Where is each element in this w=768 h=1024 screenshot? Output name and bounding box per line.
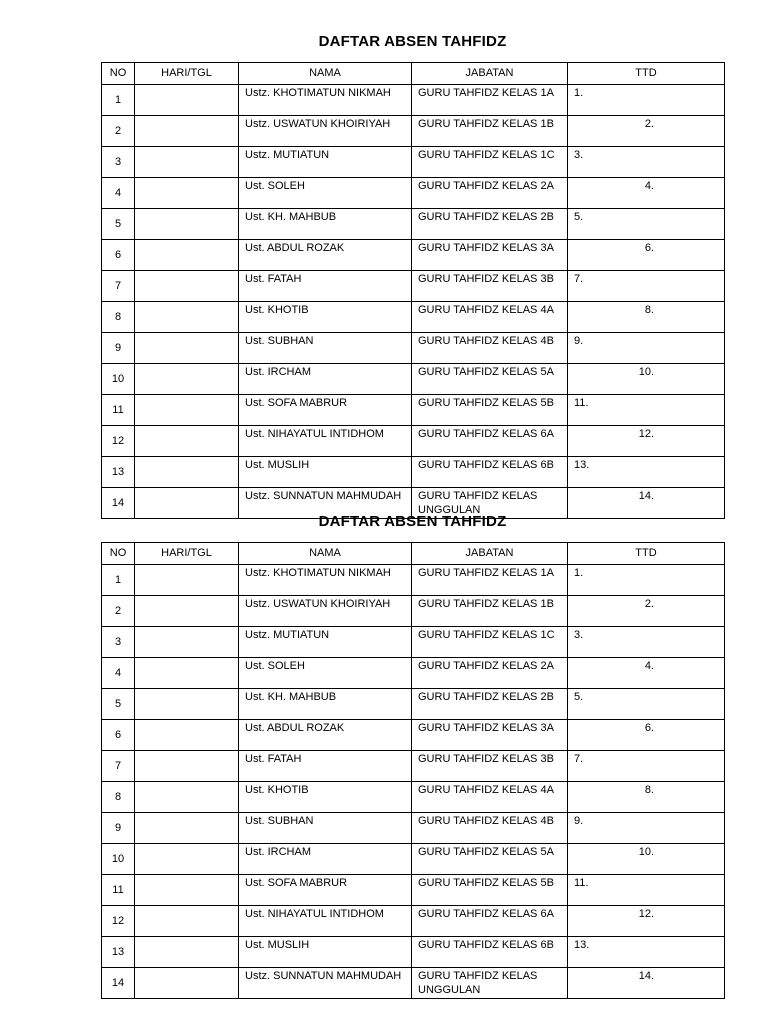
hari-tgl-cell[interactable] [135,565,239,596]
page-title: DAFTAR ABSEN TAHFIDZ [318,33,507,50]
signature-number: 9. [574,335,584,347]
hari-tgl-cell[interactable] [135,813,239,844]
nama-cell: Ustz. SUNNATUN MAHMUDAH [239,968,412,999]
signature-cell[interactable] [568,782,725,813]
table-row [102,147,725,178]
jabatan-cell: GURU TAHFIDZ KELAS 6A [412,906,568,937]
attendance-table [101,542,725,999]
jabatan-cell: GURU TAHFIDZ KELAS 2A [412,658,568,689]
jabatan-cell: GURU TAHFIDZ KELAS 1C [412,147,568,178]
table-body [102,565,725,999]
jabatan-cell: GURU TAHFIDZ KELAS UNGGULAN [412,968,568,999]
nama-cell: Ust. MUSLIH [239,457,412,488]
nama-cell: Ust. KH. MAHBUB [239,209,412,240]
jabatan-cell: GURU TAHFIDZ KELAS 3A [412,720,568,751]
jabatan-cell: GURU TAHFIDZ KELAS 1A [412,85,568,116]
row-number: 9 [102,333,135,364]
signature-cell[interactable] [568,302,725,333]
signature-number: 14. [638,490,654,502]
jabatan-cell: GURU TAHFIDZ KELAS 2B [412,209,568,240]
signature-number: 14. [638,970,654,982]
nama-cell: Ust. IRCHAM [239,844,412,875]
signature-number: 11. [574,877,589,889]
signature-number: 12. [638,908,654,920]
signature-number: 10. [638,366,654,378]
row-number: 2 [102,116,135,147]
row-number: 6 [102,240,135,271]
table-row [102,689,725,720]
nama-cell: Ustz. SUNNATUN MAHMUDAH [239,488,412,519]
signature-number: 6. [644,242,654,254]
signature-cell[interactable] [568,333,725,364]
nama-cell: Ust. FATAH [239,271,412,302]
signature-number: 13. [574,459,590,471]
attendance-section-2 [101,510,724,999]
signature-cell[interactable] [568,689,725,720]
signature-cell[interactable] [568,85,725,116]
signature-cell[interactable] [568,658,725,689]
jabatan-cell: GURU TAHFIDZ KELAS 6B [412,937,568,968]
signature-cell[interactable] [568,875,725,906]
hari-tgl-cell[interactable] [135,875,239,906]
jabatan-cell: GURU TAHFIDZ KELAS 5B [412,875,568,906]
nama-cell: Ust. KHOTIB [239,302,412,333]
row-number: 9 [102,813,135,844]
jabatan-cell: GURU TAHFIDZ KELAS 4B [412,333,568,364]
jabatan-cell: GURU TAHFIDZ KELAS 1C [412,627,568,658]
signature-number: 2. [644,118,654,130]
table-row [102,844,725,875]
signature-cell[interactable] [568,271,725,302]
jabatan-cell: GURU TAHFIDZ KELAS 3B [412,271,568,302]
signature-cell[interactable] [568,395,725,426]
nama-cell: Ust. KHOTIB [239,782,412,813]
table-row [102,596,725,627]
row-number: 3 [102,627,135,658]
row-number: 4 [102,178,135,209]
table-row [102,395,725,426]
jabatan-cell: GURU TAHFIDZ KELAS 1B [412,596,568,627]
nama-cell: Ustz. USWATUN KHOIRIYAH [239,116,412,147]
header-no: NO [102,543,135,565]
signature-cell[interactable] [568,751,725,782]
nama-cell: Ust. SOLEH [239,178,412,209]
signature-number: 5. [574,691,584,703]
nama-cell: Ust. NIHAYATUL INTIDHOM [239,426,412,457]
signature-cell[interactable] [568,457,725,488]
table-row [102,240,725,271]
jabatan-cell: GURU TAHFIDZ KELAS 6A [412,426,568,457]
hari-tgl-cell[interactable] [135,302,239,333]
hari-tgl-cell[interactable] [135,689,239,720]
table-row [102,178,725,209]
signature-cell[interactable] [568,968,725,999]
row-number: 5 [102,689,135,720]
nama-cell: Ustz. KHOTIMATUN NIKMAH [239,565,412,596]
hari-tgl-cell[interactable] [135,937,239,968]
signature-cell[interactable] [568,844,725,875]
nama-cell: Ustz. MUTIATUN [239,147,412,178]
table-row [102,116,725,147]
jabatan-cell: GURU TAHFIDZ KELAS 4A [412,782,568,813]
table-row [102,937,725,968]
row-number: 6 [102,720,135,751]
nama-cell: Ust. NIHAYATUL INTIDHOM [239,906,412,937]
table-row [102,782,725,813]
hari-tgl-cell[interactable] [135,364,239,395]
hari-tgl-cell[interactable] [135,751,239,782]
row-number: 14 [102,968,135,999]
row-number: 5 [102,209,135,240]
row-number: 12 [102,906,135,937]
row-number: 11 [102,395,135,426]
signature-number: 4. [644,660,654,672]
table-row [102,627,725,658]
jabatan-cell: GURU TAHFIDZ KELAS 5A [412,364,568,395]
signature-number: 11. [574,397,589,409]
row-number: 8 [102,302,135,333]
header-jabatan: JABATAN [412,63,568,85]
nama-cell: Ustz. MUTIATUN [239,627,412,658]
signature-number: 1. [574,87,584,99]
nama-cell: Ust. SOFA MABRUR [239,875,412,906]
signature-cell[interactable] [568,627,725,658]
table-row [102,333,725,364]
table-row [102,751,725,782]
signature-number: 3. [574,149,584,161]
signature-cell[interactable] [568,426,725,457]
nama-cell: Ust. SOFA MABRUR [239,395,412,426]
jabatan-cell: GURU TAHFIDZ KELAS 3B [412,751,568,782]
hari-tgl-cell[interactable] [135,240,239,271]
table-row [102,813,725,844]
table-row [102,565,725,596]
header-jabatan: JABATAN [412,543,568,565]
signature-number: 9. [574,815,584,827]
nama-cell: Ust. ABDUL ROZAK [239,720,412,751]
table-row [102,457,725,488]
signature-cell[interactable] [568,364,725,395]
signature-cell[interactable] [568,240,725,271]
table-header-row [102,63,725,85]
table-row [102,426,725,457]
signature-number: 8. [644,304,654,316]
attendance-table [101,62,725,519]
row-number: 8 [102,782,135,813]
jabatan-cell: GURU TAHFIDZ KELAS 6B [412,457,568,488]
signature-number: 7. [574,753,584,765]
row-number: 3 [102,147,135,178]
hari-tgl-cell[interactable] [135,333,239,364]
header-ttd: TTD [568,543,725,565]
row-number: 11 [102,875,135,906]
signature-number: 8. [644,784,654,796]
table-row [102,271,725,302]
hari-tgl-cell[interactable] [135,844,239,875]
signature-cell[interactable] [568,178,725,209]
jabatan-cell: GURU TAHFIDZ KELAS 4A [412,302,568,333]
hari-tgl-cell[interactable] [135,147,239,178]
row-number: 13 [102,457,135,488]
signature-number: 12. [638,428,654,440]
jabatan-cell: GURU TAHFIDZ KELAS 1A [412,565,568,596]
table-row [102,875,725,906]
table-row [102,209,725,240]
hari-tgl-cell[interactable] [135,271,239,302]
hari-tgl-cell[interactable] [135,596,239,627]
hari-tgl-cell[interactable] [135,426,239,457]
nama-cell: Ust. IRCHAM [239,364,412,395]
table-row [102,85,725,116]
header-hari-tgl: HARI/TGL [135,63,239,85]
table-row [102,302,725,333]
header-hari-tgl: HARI/TGL [135,543,239,565]
hari-tgl-cell[interactable] [135,906,239,937]
jabatan-cell: GURU TAHFIDZ KELAS 2B [412,689,568,720]
nama-cell: Ust. MUSLIH [239,937,412,968]
signature-cell[interactable] [568,906,725,937]
hari-tgl-cell[interactable] [135,658,239,689]
nama-cell: Ust. FATAH [239,751,412,782]
table-body [102,85,725,519]
row-number: 7 [102,271,135,302]
header-ttd: TTD [568,63,725,85]
signature-number: 5. [574,211,584,223]
row-number: 7 [102,751,135,782]
signature-number: 7. [574,273,584,285]
row-number: 2 [102,596,135,627]
table-row [102,658,725,689]
jabatan-cell: GURU TAHFIDZ KELAS 4B [412,813,568,844]
nama-cell: Ustz. USWATUN KHOIRIYAH [239,596,412,627]
signature-number: 2. [644,598,654,610]
nama-cell: Ust. SUBHAN [239,813,412,844]
table-row [102,720,725,751]
hari-tgl-cell[interactable] [135,209,239,240]
header-no: NO [102,63,135,85]
hari-tgl-cell[interactable] [135,782,239,813]
nama-cell: Ust. ABDUL ROZAK [239,240,412,271]
hari-tgl-cell[interactable] [135,968,239,999]
signature-cell[interactable] [568,116,725,147]
signature-number: 4. [644,180,654,192]
jabatan-cell: GURU TAHFIDZ KELAS 5B [412,395,568,426]
jabatan-cell: GURU TAHFIDZ KELAS 5A [412,844,568,875]
signature-number: 13. [574,939,590,951]
signature-number: 3. [574,629,584,641]
hari-tgl-cell[interactable] [135,395,239,426]
row-number: 12 [102,426,135,457]
signature-number: 1. [574,567,584,579]
header-nama: NAMA [239,543,412,565]
signature-number: 10. [638,846,654,858]
row-number: 10 [102,364,135,395]
hari-tgl-cell[interactable] [135,457,239,488]
nama-cell: Ust. SOLEH [239,658,412,689]
nama-cell: Ust. KH. MAHBUB [239,689,412,720]
row-number: 1 [102,85,135,116]
table-row [102,906,725,937]
table-row [102,968,725,999]
row-number: 1 [102,565,135,596]
header-nama: NAMA [239,63,412,85]
signature-cell[interactable] [568,596,725,627]
signature-cell[interactable] [568,813,725,844]
hari-tgl-cell[interactable] [135,627,239,658]
row-number: 4 [102,658,135,689]
signature-cell[interactable] [568,720,725,751]
row-number: 13 [102,937,135,968]
signature-cell[interactable] [568,147,725,178]
signature-cell[interactable] [568,937,725,968]
hari-tgl-cell[interactable] [135,178,239,209]
hari-tgl-cell[interactable] [135,116,239,147]
page-title: DAFTAR ABSEN TAHFIDZ [318,513,507,530]
nama-cell: Ust. SUBHAN [239,333,412,364]
nama-cell: Ustz. KHOTIMATUN NIKMAH [239,85,412,116]
jabatan-cell: GURU TAHFIDZ KELAS 3A [412,240,568,271]
jabatan-cell: GURU TAHFIDZ KELAS 1B [412,116,568,147]
hari-tgl-cell[interactable] [135,85,239,116]
jabatan-cell: GURU TAHFIDZ KELAS UNGGULAN [412,488,568,519]
attendance-section-1 [101,30,724,519]
row-number: 14 [102,488,135,519]
jabatan-cell: GURU TAHFIDZ KELAS 2A [412,178,568,209]
signature-cell[interactable] [568,565,725,596]
hari-tgl-cell[interactable] [135,720,239,751]
signature-number: 6. [644,722,654,734]
signature-cell[interactable] [568,209,725,240]
row-number: 10 [102,844,135,875]
table-header-row [102,543,725,565]
table-row [102,364,725,395]
